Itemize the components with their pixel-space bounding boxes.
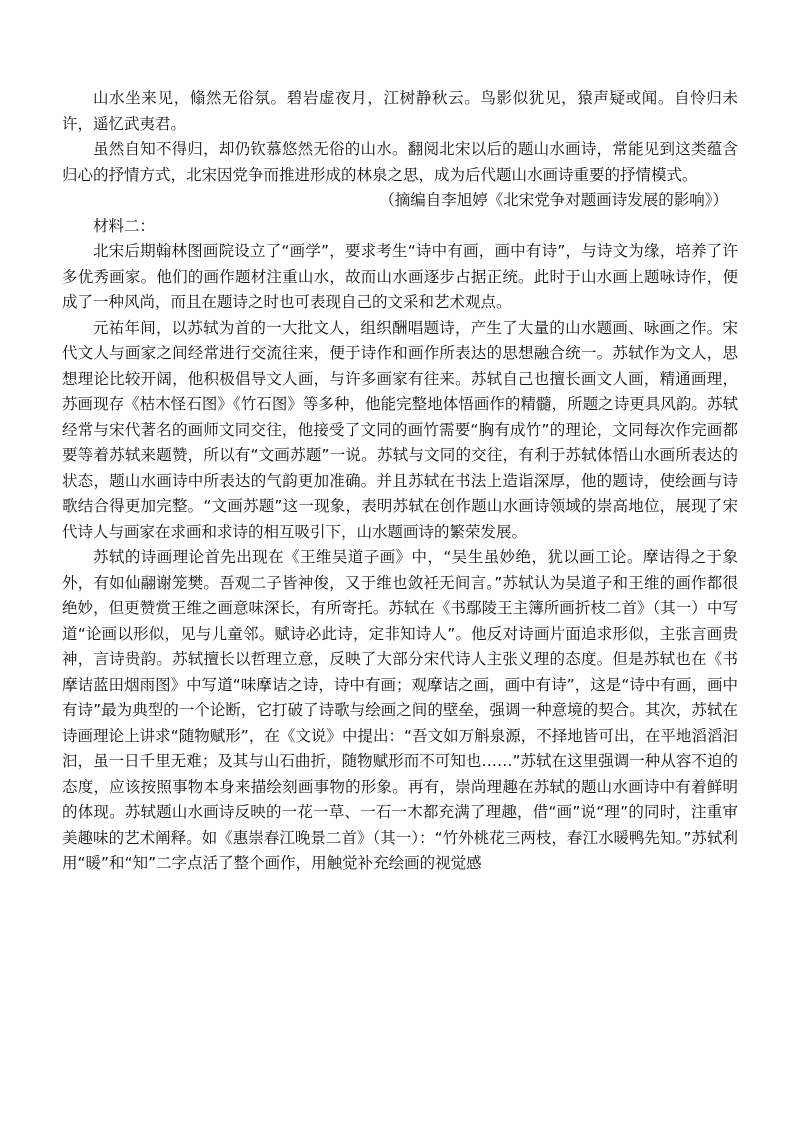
poem-paragraph: 山水坐来见，翛然无俗氛。碧岩虚夜月，江树静秋云。鸟影似犹见，猿声疑或闻。自怜归未许，遥忆武夷君。 xyxy=(62,89,738,133)
body-paragraph: 北宋后期翰林图画院设立了“画学”，要求考生“诗中有画，画中有诗”，与诗文为缘，培养了许多优秀画家。他们的画作题材注重山水，故而山水画逐步占据正统。此时于山水画上题咏诗作，便成了一种风尚，而且在题诗之时也可表现自己的文采和艺术观点。 xyxy=(62,242,738,311)
document-body xyxy=(62,86,738,877)
citation: （摘编自李旭婷《北宋党争对题画诗发展的影响》） xyxy=(379,191,728,209)
section-heading: 材料二： xyxy=(93,216,156,235)
body-paragraph: 元祐年间，以苏轼为首的一大批文人，组织酬唱题诗，产生了大量的山水题画、咏画之作。宋代文人与画家之间经常进行交流往来，便于诗作和画作所表达的思想融合统一。苏轼作为文人，思想理论比较开阔，他积极倡导文人画，与许多画家有往来。苏轼自己也擅长画文人画，精通画理，苏画现存《枯木怪石图》《竹石图》等多种，他能完整地体悟画作的精髓，所题之诗更具风韵。苏轼经常与宋代著名的画师文同交往，他接受了文同的画竹需要“胸有成竹”的理论，文同每次作完画都要等着苏轼来题赞，所以有“文画苏题”一说。苏轼与文同的交往，有利于苏轼体悟山水画所表达的状态，题山水画诗中所表达的气韵更加准确。并且苏轼在书法上造诣深厚，他的题诗，使绘画与诗歌结合得更加完整。“文画苏题”这一现象，表明苏轼在创作题山水画诗领域的崇高地位，展现了宋代诗人与画家在求画和求诗的相互吸引下，山水题画诗的繁荣发展。 xyxy=(62,318,738,541)
body-paragraph: 虽然自知不得归，却仍钦慕悠然无俗的山水。翻阅北宋以后的题山水画诗，常能见到这类蕴含归心的抒情方式，北宋因党争而推进形成的林泉之思，成为后代题山水画诗重要的抒情模式。 xyxy=(62,140,738,184)
body-paragraph: 苏轼的诗画理论首先出现在《王维吴道子画》中，“吴生虽妙绝，犹以画工论。摩诘得之于象外，有如仙翮谢笼樊。吾观二子皆神俊，又于维也敛衽无间言。”苏轼认为吴道子和王维的画作都很绝妙，但更赞赏王维之画意味深长，有所寄托。苏轼在《书鄢陵王主簿所画折枝二首》（其一）中写道“论画以形似，见与儿童邻。赋诗必此诗，定非知诗人”。他反对诗画片面追求形似，主张言画贵神，言诗贵韵。苏轼擅长以哲理立意，反映了大部分宋代诗人主张义理的态度。但是苏轼也在《书摩诘蓝田烟雨图》中写道“味摩诘之诗，诗中有画；观摩诘之画，画中有诗”，这是“诗中有画，画中有诗”最为典型的一个论断，它打破了诗歌与绘画之间的壁垒，强调一种意境的契合。其次，苏轼在诗画理论上讲求“随物赋形”，在《文说》中提出：“吾文如万斛泉源，不择地皆可出，在平地滔滔汩汩，虽一日千里无难；及其与山石曲折，随物赋形而不可知也……”苏轼在这里强调一种从容不迫的态度，应该按照事物本身来描绘刻画事物的形象。再有，崇尚理趣在苏轼的题山水画诗中有着鲜明的体现。苏轼题山水画诗反映的一花一草、一石一木都充满了理趣，借“画”说“理”的同时，注重审美趣味的艺术阐释。如《惠崇春江晚景二首》（其一）：“竹外桃花三两枝，春江水暖鸭先知。”苏轼利用“暖”和“知”二字点活了整个画作，用触觉补充绘画的视觉感 xyxy=(62,548,738,872)
